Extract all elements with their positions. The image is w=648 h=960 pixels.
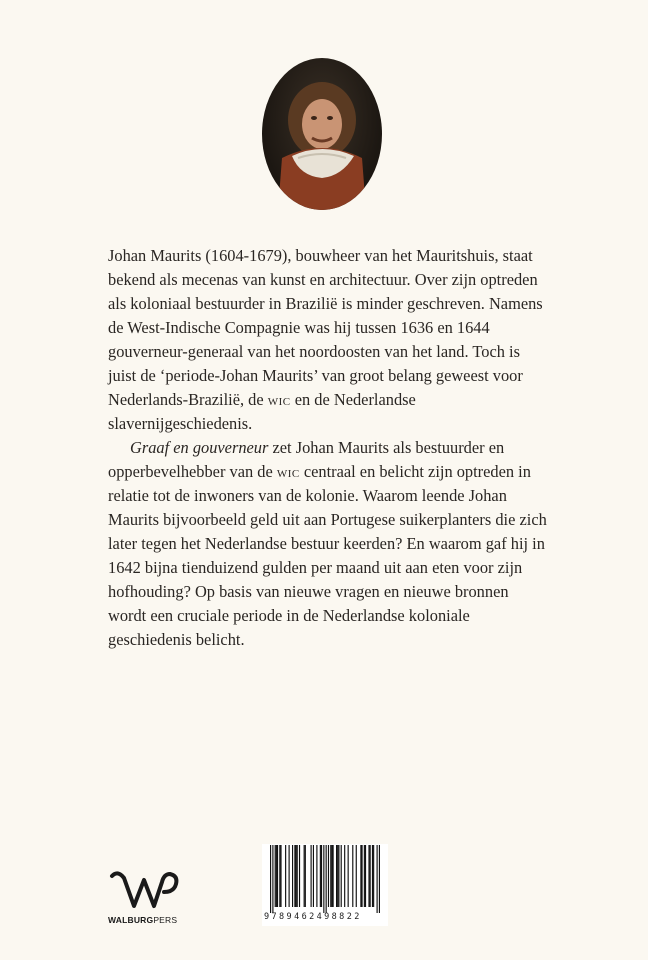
barcode-bar (321, 845, 322, 907)
back-cover-blurb (108, 244, 550, 652)
barcode-bar (316, 845, 317, 907)
portrait-image (262, 58, 382, 210)
blurb-text: centraal en belicht zijn optreden in relatie tot de inwoners van de kolonie. Waarom leende Johan Maurits bijvoorbeeld geld uit aan Portugese suikerplanters die zich later tegen het Nederlandse bestuur keerden? En waarom gaf hij in 1642 bijna tienduizend gulden per maand uit aan eten voor zijn hofhouding? Op basis van nieuwe vragen en nieuwe bronnen wordt een cruciale periode in de Nederlandse koloniale geschiedenis belicht. (108, 462, 547, 649)
barcode-bar (277, 845, 278, 907)
barcode-bar (270, 845, 271, 913)
barcode-bar (331, 845, 332, 907)
barcode-bar (320, 845, 321, 907)
barcode-bar (364, 845, 365, 907)
barcode-bar (336, 845, 337, 907)
barcode-bar (304, 845, 305, 907)
barcode-bar (292, 845, 293, 907)
barcode-bar (348, 845, 349, 907)
barcode-bar (311, 845, 312, 907)
publisher-logo (108, 866, 188, 925)
wic-abbreviation: wic (267, 390, 291, 409)
barcode-bar (323, 845, 324, 913)
book-title: Graaf en gouverneur (130, 438, 269, 457)
barcode-bar (299, 845, 300, 907)
barcode-bar (295, 845, 296, 907)
barcode-bar (361, 845, 362, 907)
barcode-bar (337, 845, 338, 907)
blurb-paragraph-2 (108, 436, 550, 652)
barcode-bar (305, 845, 306, 907)
barcode-bar (280, 845, 281, 907)
barcode-bar (294, 845, 295, 907)
blurb-text: Johan Maurits (1604-1679), bouwheer van het Mauritshuis, staat bekend als mecenas van kunst en architectuur. Over zijn optreden als koloniaal bestuurder in Brazilië is minder geschreven. Namens de West-Indische Compagnie was hij tussen 1636 en 1644 gouverneur-generaal van het noordoosten van het land. Toch is juist de ‘periode-Johan Maurits’ van groot belang geweest voor Nederlands-Brazilië, de (108, 246, 543, 409)
barcode-bar (275, 845, 276, 907)
barcode-bar (326, 845, 327, 913)
barcode-bar (368, 845, 369, 907)
barcode-bar (272, 845, 273, 913)
barcode-bar (276, 845, 277, 907)
barcode-bar (285, 845, 286, 907)
barcode-bars (270, 845, 380, 913)
blurb-text: zet Johan Maurits als bestuurder en opperbevelhebber van de (108, 438, 505, 481)
barcode-bar (328, 845, 329, 907)
barcode-bar (341, 845, 342, 907)
barcode-bar (370, 845, 371, 907)
barcode-bar (377, 845, 378, 913)
publisher-name (108, 915, 188, 925)
barcode-bar (279, 845, 280, 907)
barcode-bar (356, 845, 357, 907)
barcode-bar (333, 845, 334, 907)
portrait-johan-maurits (262, 58, 382, 210)
isbn-number: 9789462498822 (264, 912, 362, 922)
wic-abbreviation: wic (276, 462, 300, 481)
barcode-bar (360, 845, 361, 907)
barcode-bar (344, 845, 345, 907)
barcode-bar (338, 845, 339, 907)
barcode-bar (373, 845, 374, 907)
barcode-bar (330, 845, 331, 907)
barcode-bar (297, 845, 298, 907)
barcode-bar (379, 845, 380, 913)
isbn-barcode (262, 844, 388, 926)
barcode-bar (289, 845, 290, 907)
publisher-name-light: PERS (153, 915, 178, 925)
blurb-text: en de Nederlandse slavernijgeschiedenis. (108, 390, 416, 433)
barcode-bar (313, 845, 314, 907)
wp-logo-icon (108, 866, 180, 910)
barcode-bar (372, 845, 373, 907)
blurb-paragraph-1 (108, 244, 550, 436)
barcode-bar (365, 845, 366, 907)
publisher-name-bold: WALBURG (108, 915, 154, 925)
barcode-bar (352, 845, 353, 907)
